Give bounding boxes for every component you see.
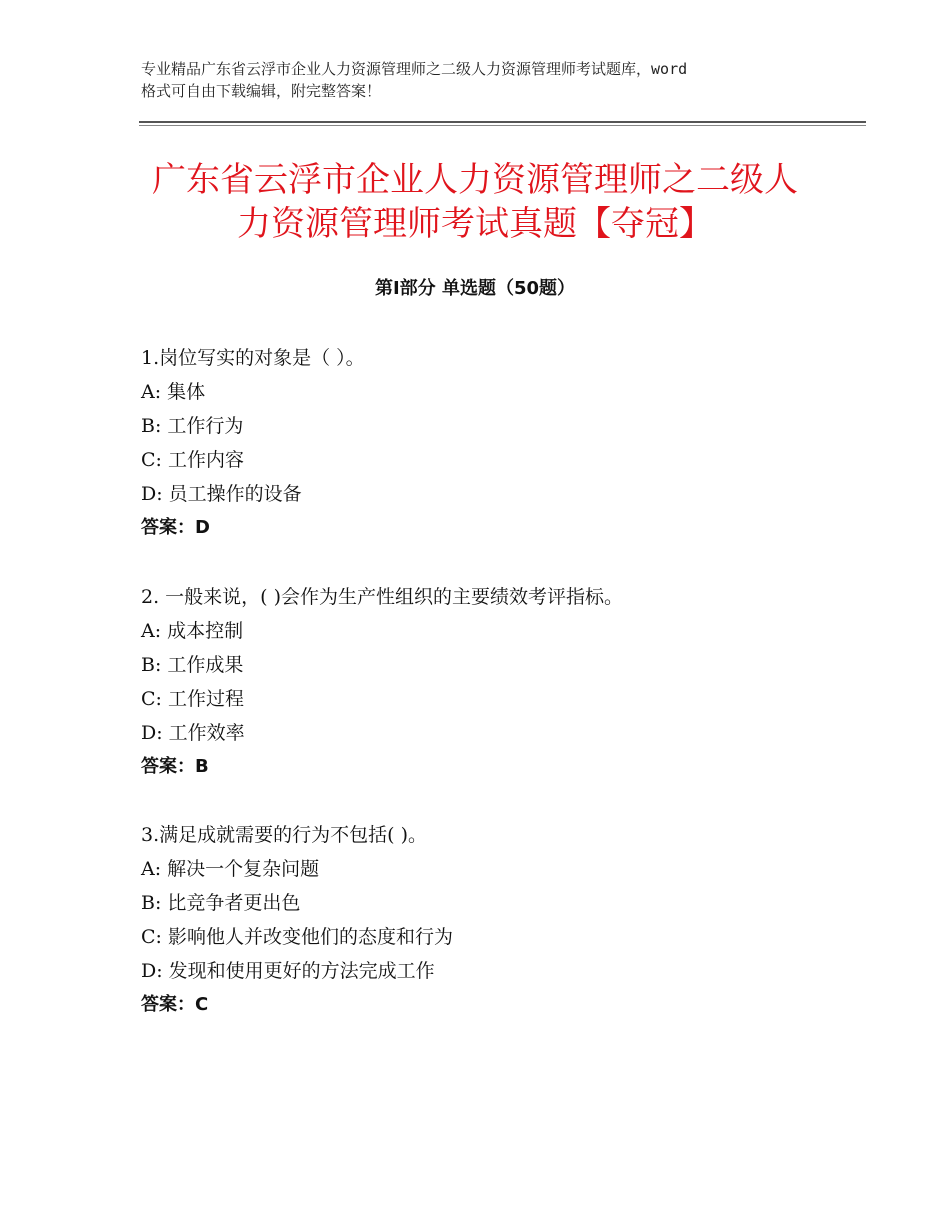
header-divider-thin — [139, 125, 866, 126]
document-title — [120, 158, 830, 246]
option-d: D: 工作效率 — [141, 722, 245, 744]
option-d: D: 员工操作的设备 — [141, 483, 302, 505]
option-b: B: 比竞争者更出色 — [141, 892, 301, 914]
option-b: B: 工作行为 — [141, 415, 244, 437]
section-heading: 第Ⅰ部分 单选题（50题） — [374, 278, 575, 299]
option-a: A: 解决一个复杂问题 — [141, 858, 320, 880]
document-title-line-1: 广东省云浮市企业人力资源管理师之二级人 — [152, 160, 798, 200]
option-c: C: 影响他人并改变他们的态度和行为 — [141, 926, 453, 948]
question-1 — [141, 341, 841, 545]
option-a: A: 成本控制 — [141, 620, 244, 642]
header-note — [141, 58, 831, 102]
question-stem: 3.满足成就需要的行为不包括( )。 — [141, 824, 427, 846]
option-a: A: 集体 — [141, 381, 206, 403]
option-b: B: 工作成果 — [141, 654, 244, 676]
header-note-line-2: 格式可自由下载编辑，附完整答案！ — [141, 82, 382, 100]
question-3 — [141, 818, 841, 1022]
option-d: D: 发现和使用更好的方法完成工作 — [141, 960, 435, 982]
question-stem: 1.岗位写实的对象是（ ）。 — [141, 347, 365, 369]
document-title-line-2: 力资源管理师考试真题【夺冠】 — [237, 204, 713, 244]
header-note-line-1: 专业精品广东省云浮市企业人力资源管理师之二级人力资源管理师考试题库，word — [141, 60, 688, 78]
answer-line: 答案：D — [141, 517, 210, 538]
option-c: C: 工作内容 — [141, 449, 244, 471]
question-2 — [141, 580, 841, 784]
header-divider-thick — [139, 121, 866, 123]
question-stem: 2. 一般来说，( )会作为生产性组织的主要绩效考评指标。 — [141, 586, 624, 608]
answer-line: 答案：B — [141, 756, 209, 777]
answer-line: 答案：C — [141, 994, 209, 1015]
option-c: C: 工作过程 — [141, 688, 244, 710]
